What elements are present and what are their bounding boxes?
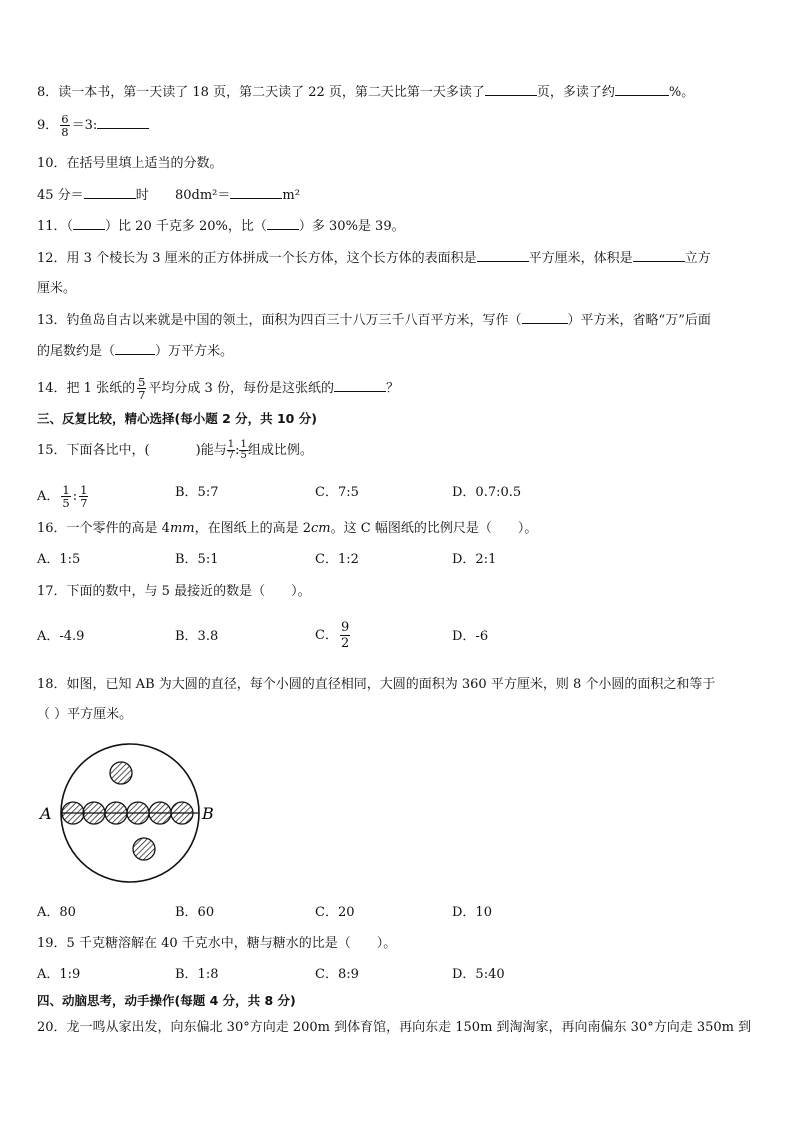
option-b[interactable]: B．1:8 [175, 967, 219, 982]
question-14: 14．把 1 张纸的 $\frac{5}{7}$ 平均分成 3 份，每份是这张纸的 ？ [37, 375, 399, 402]
option-a[interactable]: A．1:9 [37, 967, 81, 982]
answer-blank[interactable] [334, 379, 386, 392]
option-b[interactable]: B．5:7 [175, 485, 219, 500]
question-15: 15．下面各比中，( )能与 $\frac{1}{7}$ : $\frac{1}{5}$ 组成比例。 [37, 439, 313, 461]
option-d[interactable]: D．5:40 [452, 967, 505, 982]
option-d[interactable]: D．-6 [452, 629, 489, 644]
question-12-line2: 厘米。 [37, 281, 77, 296]
option-b[interactable]: B．5:1 [175, 552, 219, 567]
question-13-line2: 的尾数约是（ ）万平方米。 [37, 344, 234, 359]
small-circles [62, 762, 193, 860]
answer-blank[interactable] [267, 217, 299, 230]
question-13-line1: 13．钓鱼岛自古以来就是中国的领土，面积为四百三十八万三千八百平方米，写作（ ）平方米，省略“万”后面 [37, 313, 711, 328]
option-a[interactable]: A．80 [37, 905, 76, 920]
answer-blank[interactable] [615, 83, 669, 96]
option-c[interactable]: C．7:5 [315, 485, 359, 500]
question-9: 9． $\frac{6}{8}$ ＝3: [37, 113, 149, 138]
fraction: $\frac{5}{7}$ [138, 375, 146, 402]
question-17: 17．下面的数中，与 5 最接近的数是（ ）。 [37, 584, 311, 599]
option-c[interactable]: C．8:9 [315, 967, 359, 982]
option-b[interactable]: B．3.8 [175, 629, 219, 644]
question-18-line2: （ ）平方厘米。 [37, 707, 133, 722]
option-a[interactable]: A．-4.9 [37, 629, 85, 644]
section-4-heading: 四、动脑思考，动手操作(每题 4 分，共 8 分) [37, 993, 296, 1008]
question-8: 8．读一本书，第一天读了 18 页，第二天读了 22 页，第二天比第一天多读了 页，多读了约 %。 [37, 85, 695, 100]
question-16: 16．一个零件的高是 4mm，在图纸上的高是 2cm。这 C 幅图纸的比例尺是（ ）。 [37, 521, 538, 536]
question-20: 20．龙一鸣从家出发，向东偏北 30°方向走 200m 到体育馆，再向东走 150m 到淘淘家，再向南偏东 30°方向走 350m 到 [37, 1020, 752, 1035]
answer-blank[interactable] [485, 83, 537, 96]
question-11: 11．（ ）比 20 千克多 20%，比（ ）多 30%是 39。 [37, 219, 405, 234]
option-d[interactable]: D．0.7:0.5 [452, 485, 522, 500]
small-circle [110, 762, 132, 784]
question-10-title: 10．在括号里填上适当的分数。 [37, 156, 223, 171]
fraction: $\frac{6}{8}$ [61, 112, 69, 139]
question-10-items: 45 分＝ 时 80dm²＝ m² [37, 188, 300, 203]
option-a[interactable]: A．1:5 [37, 552, 81, 567]
answer-blank[interactable] [477, 249, 529, 262]
question-18-line1: 18．如图，已知 AB 为大圆的直径，每个小圆的直径相同，大圆的面积为 360 平方厘米，则 8 个小圆的面积之和等于 [37, 677, 716, 692]
question-19: 19．5 千克糖溶解在 40 千克水中，糖与糖水的比是（ ）。 [37, 936, 397, 951]
answer-blank[interactable] [97, 116, 149, 129]
option-d[interactable]: D．2:1 [452, 552, 497, 567]
answer-blank[interactable] [115, 342, 155, 355]
question-12-line1: 12．用 3 个棱长为 3 厘米的正方体拼成一个长方体，这个长方体的表面积是 平方厘米，体积是 立方 [37, 251, 711, 266]
label-a: A [40, 804, 52, 823]
answer-blank[interactable] [230, 186, 282, 199]
option-c[interactable]: C．1:2 [315, 552, 359, 567]
option-c[interactable]: C．20 [315, 905, 355, 920]
label-b: B [202, 804, 214, 823]
option-a[interactable]: A． $\frac{1}{5}$ : $\frac{1}{7}$ [37, 483, 88, 510]
answer-blank[interactable] [633, 249, 685, 262]
circles-figure [30, 735, 230, 895]
option-c[interactable]: C． $\frac{9}{2}$ [315, 620, 350, 651]
answer-blank[interactable] [522, 311, 568, 324]
option-b[interactable]: B．60 [175, 905, 215, 920]
section-3-heading: 三、反复比较，精心选择(每小题 2 分，共 10 分) [37, 411, 317, 426]
answer-blank[interactable] [84, 186, 136, 199]
option-d[interactable]: D．10 [452, 905, 492, 920]
answer-blank[interactable] [73, 217, 105, 230]
small-circle [133, 838, 155, 860]
